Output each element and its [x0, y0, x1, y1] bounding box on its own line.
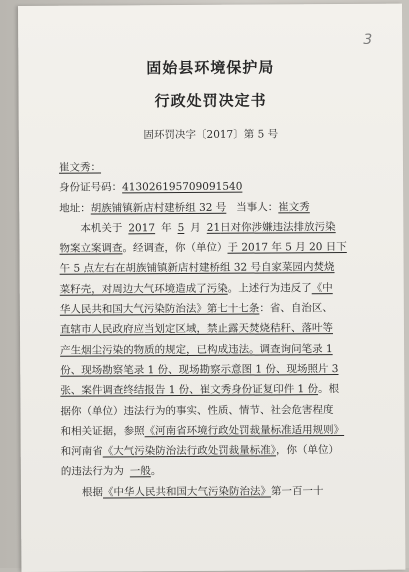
text-run: 份、现场勘察笔录 1 份、现场勘察示意图 1 份、现场照片 3 [60, 363, 339, 377]
address-label: 地址： [59, 202, 91, 215]
text-run: 物案立案调查 [59, 242, 123, 255]
address-line [59, 196, 379, 218]
para1-line8 [60, 359, 380, 381]
text-run: 华人民共和国大气污染防治法》第七十七条 [59, 302, 260, 316]
addressee-line [59, 156, 379, 178]
text-run: 《大气污染防治法行政处罚裁量标准》 [102, 444, 277, 458]
case-day: 21 [206, 221, 221, 234]
text-run: 月 [190, 221, 201, 234]
text-run: 午 5 点左右在胡族铺镇新店村建桥组 32 号自家菜园内焚烧 [59, 261, 335, 276]
id-number: 413026195709091540 [122, 180, 243, 194]
text-run: 直辖市人民政府应当划定区域，禁止露天焚烧秸秆、落叶等 [59, 322, 334, 337]
address-value: 胡族铺镇新店村建桥组 32 号 [90, 201, 227, 215]
para1-line7 [60, 338, 380, 360]
para1-line2 [59, 237, 379, 259]
party-name: 崔文秀 [278, 200, 310, 214]
addressee-name: 崔文秀： [58, 161, 102, 174]
para1-line9 [60, 379, 380, 401]
text-run: 。经调查，你（单位） [122, 241, 228, 255]
case-month: 5 [177, 221, 185, 234]
text-run: 和河南省 [60, 445, 103, 458]
page-number-handwritten: 3 [363, 31, 373, 48]
text-run: 《中华人民共和国大气污染防治法》 [102, 485, 272, 499]
para1-line1 [59, 217, 379, 239]
document-number: 固环罚决字〔2017〕第 5 号 [143, 128, 279, 142]
id-line [59, 176, 379, 198]
document-page [18, 4, 405, 572]
para1-line6 [60, 318, 380, 340]
text-run: 根据 [81, 486, 104, 499]
para1-line10 [60, 399, 380, 421]
text-run: ，你（单位） [275, 444, 340, 457]
text-run: 《中 [311, 281, 333, 294]
text-run: 于 2017 年 5 月 20 日下 [227, 241, 347, 254]
text-run: 张、案件调查终结报告 1 份、崔文秀身份证复印件 1 份 [60, 383, 319, 398]
id-label: 身份证号码： [59, 181, 123, 195]
para1-line3 [60, 257, 380, 279]
text-run: 的违法行为为 [60, 465, 124, 479]
text-run: 本机关于 [80, 222, 123, 235]
text-run: 日对你涉嫌违法排放污染 [220, 220, 336, 234]
para1-line4 [60, 278, 380, 300]
case-year: 2017 [128, 222, 156, 235]
para1-line12 [61, 440, 381, 462]
para1-line11 [61, 420, 381, 442]
text-run: 菜籽壳，对周边大气环境造成了污染 [59, 282, 228, 296]
text-run: 《河南省环境行政处罚裁量标准适用规则》 [144, 423, 345, 438]
text-run: 据你（单位）违法行为的事实、性质、情节、社会危害程度 [60, 403, 334, 418]
document-body [59, 156, 381, 503]
violation-severity: 一般 [129, 465, 151, 478]
para1-line5 [60, 298, 380, 320]
para2-line1 [61, 481, 381, 503]
text-run: 年 [161, 221, 172, 235]
document-title: 行政处罚决定书 [154, 91, 267, 111]
party-label: 当事人： [236, 201, 279, 214]
text-run: 产生烟尘污染的物质的规定，已构成违法 [60, 343, 250, 357]
text-run: 。 [150, 465, 162, 478]
text-run: 。调查询问笔录 1 [249, 342, 333, 356]
text-run: 和相关证据，参照 [60, 425, 145, 438]
text-run: 第一百一十 [270, 484, 324, 498]
text-run: 。根 [318, 383, 340, 396]
text-run: 。上述行为违反了 [227, 281, 312, 295]
para1-line13 [61, 460, 381, 482]
text-run: ：省、自治区、 [259, 302, 333, 315]
agency-title: 固始县环境保护局 [146, 58, 275, 78]
